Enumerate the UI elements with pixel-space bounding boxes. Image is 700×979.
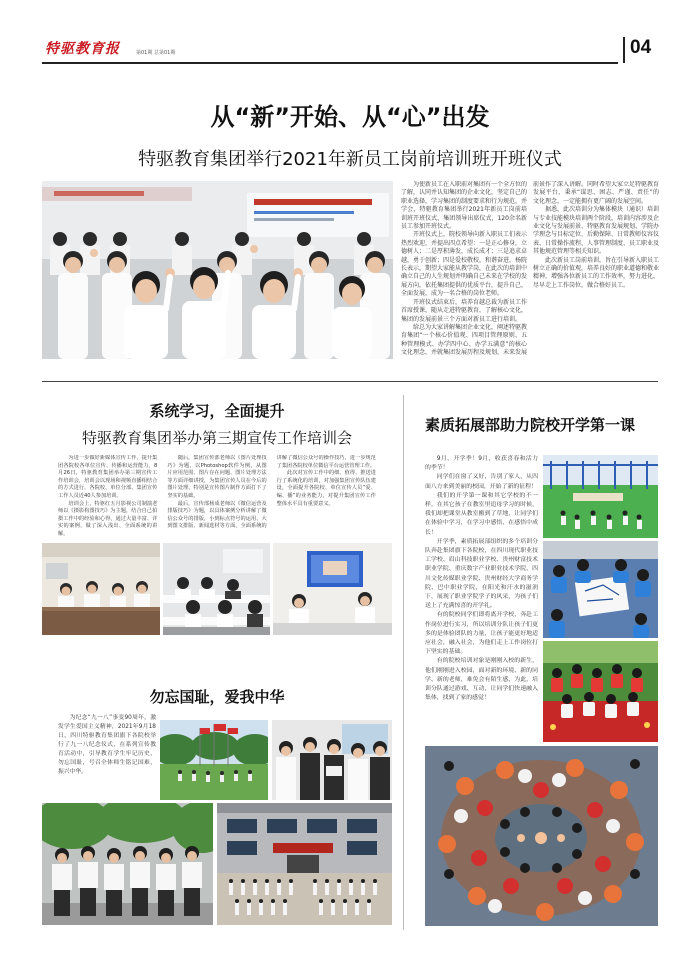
training-meeting-photo-1	[42, 543, 160, 635]
article4-paragraph: 有的院校同学们即将离开学校，奔赴工作岗位进行实习，所以培训分队让孩子们更多的是体验团队的力量，让孩子能更好地适应社会，融入社会，为他们走上工作岗位打下坚实的基础。	[425, 612, 538, 656]
article2-subtitle: 特驱教育集团举办第三期宣传工作培训会	[81, 429, 352, 447]
article4-paragraph: 9月，开学季！9月，收获喜春和活力的季节！	[425, 456, 538, 472]
article1-paragraph: 为使新员工在入职前对集团有一个全方位的了解，认同并认知集团的企业文化，坚定自己的职业选择，学习集团的制度要求和行为规范，并学会，特驱教育集团举行2021年新员工岗前培训班开班仪式，集团领导出席仪式，120余名新员工参加开班仪式。	[401, 181, 528, 231]
article3-paragraph: 为纪念“九一八”事变90周年，激发学生爱国主义精神，2021年9月18日，四川特驱教育集团旗下各院校举行了九一八纪念仪式，在系列宣传教育活动中，引导教育学生牢记历史，勿忘国耻，号召全体师生铭记国难，振兴中华。	[58, 715, 156, 775]
article4-paragraph: 我们的开学第一课和其它学校的不一样，在其它孩子在教室里追母学习的时候，我们却把课堂从教室搬到了草地，让同学们在体验中学习，在学习中感悟，在感悟中成长！	[425, 492, 538, 536]
page-number-divider	[623, 37, 625, 63]
section-divider	[42, 381, 658, 382]
article2-paragraph: 培训会上，特驱红五月影视公司制演老师以《摄影构图技巧》为主题，结合自己拍摄工作中的经验和心得，通过大量丰富、详实的案例，做了深入浅出、全面系统的讲解。	[58, 500, 158, 537]
red-team-group-photo	[543, 641, 658, 742]
article1-paragraph: 开班仪式结束后，培养育越总裁为新员工作首席授课，随从走进特驱教育，了解核心文化，集团的发展前景三个方面对新员工进行培训。	[401, 298, 528, 323]
article2-paragraph: 最后，宣传部杨成老师以《微信运营及排版技巧》为题，以具体案例分析讲解了微信公众号的排版，小到标点符号的运用、大到图文排版、新闻选材等方面，全面系统的讲解了微信公众号的操作技巧，进一步规范了集团各院校单位微信平台运营管理工作。	[167, 455, 376, 530]
outdoor-training-field-photo	[543, 455, 658, 538]
article1-paragraph: 给总为大家讲解集团企业文化，阐述特驱教育集团“一个核心价值观、四项目管理原则、五种管理模式、办学四中心、办学五满意”的核心文化理念，并就集团发展历程及规划，未来发展前景作了深入讲解。同时希望大家立足特驱教育发展平台，秉承“谋思、困志、严谨、责任”的文化理念，一定能拥有更广阔的发展空间。	[401, 181, 659, 357]
article1-paragraph: 开班仪式上，院校领导向新入职员工们表示热烈欢迎，并提出四点希望：一是正心修身，立德树人；二是厚积薄发，成长成才；三是追求卓越，勇于创新；四是爱校敬校，和谐奋进。杨院长表示，期望大家能从教学岗，在此次的培训中确立自己的人生规划并明确自己未来在学校的发展方向，依托集团提供的优质平台，提升自己，全面发展，成为一名合格的岗位老师。	[401, 231, 528, 298]
article4-headline: 素质拓展部助力院校开学第一课	[425, 416, 636, 434]
training-meeting-photo-2	[163, 543, 270, 635]
article3-headline: 勿忘国耻，爱我中华	[149, 688, 285, 706]
training-meeting-photo-3	[273, 543, 392, 635]
article1-body	[401, 181, 659, 363]
article1-paragraph: 据悉，此次培训分为集体模块（通识）培训与专业技能模块培训两个阶段，培训内容涉及企业文化与发展前景、特驱教育发展规划、学院办学理念与目标定位、后勤保障、日常教师仪容仪表、日常操作流程、人事管理制度、员工职业及其他规范管理等相关知识。	[533, 206, 659, 256]
newspaper-logo: 特驱教育报	[45, 41, 120, 57]
team-activity-photo	[543, 541, 658, 638]
article2-body	[58, 455, 376, 541]
group-formation-aerial-photo	[425, 746, 658, 926]
memorial-ceremony-photo-4	[217, 803, 392, 925]
article2-paragraph: 随后，集团宣传部老师以《图片处理技巧》为题，以Photoshop软件为例，从图片应用范围、图片存在问题、图片处理方法等方面详细讲授，为集团宣传人员在今后的图片处理，特别是宣传图片制作方面打下了坚实的基础。	[167, 455, 267, 499]
memorial-ceremony-photo-3	[42, 803, 213, 925]
article4-paragraph: 有的院校培训对象是刚刚入校的新生，他们刚刚进入校园，面对新的环境、新的同学、新的老师，难免会有陌生感，为此，培训分队通过游戏、互动，让同学们快速融入集体，找到了家的感觉！	[425, 658, 538, 702]
memorial-ceremony-photo-1	[160, 720, 268, 800]
issue-number: 第01期 总第01期	[136, 50, 176, 56]
article1-subtitle: 特驱教育集团举行2021年新员工岗前培训班开班仪式	[138, 149, 562, 170]
memorial-ceremony-photo-2	[272, 720, 392, 800]
article1-paragraph: 此次新员工岗前培训，旨在引导新入职员工树立正确的价值观，培养良好的职业道德和敬业精神，增强各位新员工的工作效率，努力进化，尽早走上工作岗位，做合格好员工。	[533, 256, 659, 289]
column-divider	[403, 395, 404, 930]
article4-paragraph: 同学们在窗了又好，告别了家人，从四面八方来到美丽的校园，开始了新的征程！	[425, 474, 538, 490]
oath-ceremony-photo	[42, 181, 393, 359]
article2-headline: 系统学习，全面提升	[149, 402, 285, 420]
article2-paragraph: 此次对宣传工作中的细、值得、推送进行了系统化的培训，对加强集团宣传队伍建设，全面提升各院校、单位宣传人员“爱、编、播”的业务能力，对提升集团宣传工作整体水平具有重要意义。	[276, 470, 376, 507]
article4-paragraph: 开学季，素质拓展部组织的多个培训分队奔赴集团旗下各院校，在四川现代职业技工学校、眉山科技职业学校、贵州财富技术职业学院、重庆数字产业职业技术学院、四川文化传媒职业学院、贵州财经大学商务学院、巴中职业学院，在阳光和汗水的滋润下，展现了职业学院学子的风采，为孩子们送上了充满惊喜的开学礼。	[425, 538, 538, 610]
header-rule	[42, 62, 618, 64]
article1-headline: 从“新”开始、从“心”出发	[210, 103, 490, 131]
page-number: 04	[630, 37, 652, 58]
article2-paragraph: 为进一步做好新媒体宣传工作，提升集团各院校各单位宣传、传播和运营能力，8月26日，特驱教育集团举办第三期宣传工作培训会，培训会以现场和视频直播相结合的方式进行，各院校、单位分部、集团宣传工作人员近40人参加培训。	[58, 455, 158, 499]
article4-body	[425, 455, 538, 743]
article3-body	[58, 714, 156, 796]
